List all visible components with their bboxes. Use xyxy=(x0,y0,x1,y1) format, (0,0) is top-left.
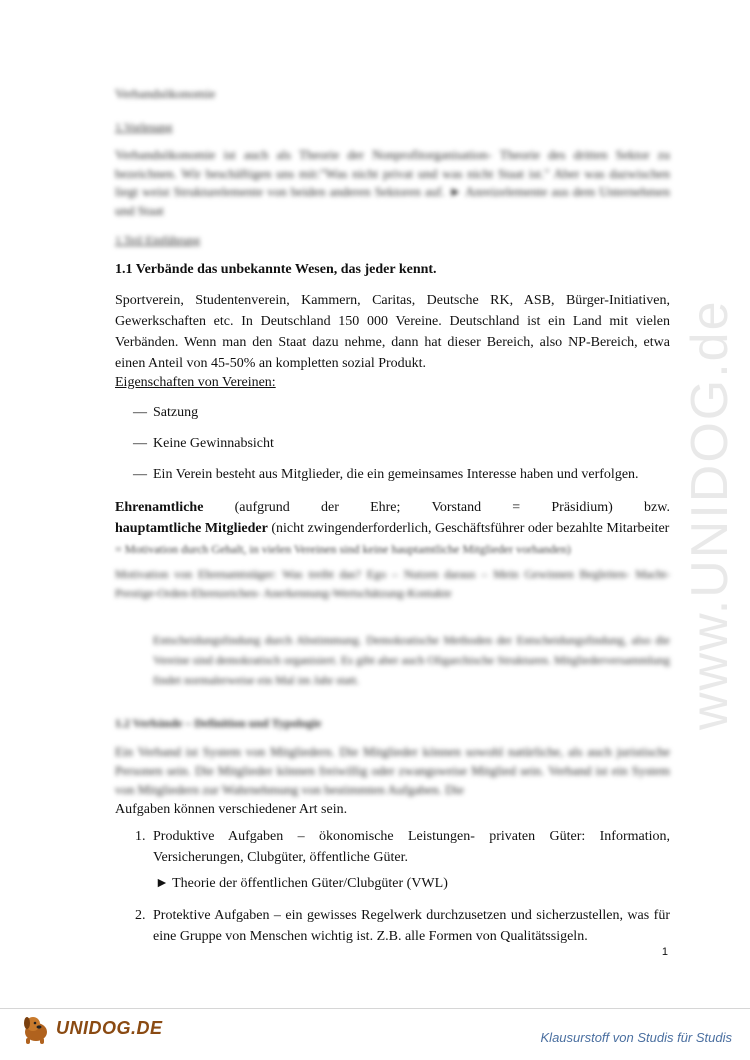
heading-definition: 1.2 Verbände – Definition und Typologie xyxy=(115,716,322,730)
dash-item: — Keine Gewinnabsicht xyxy=(133,436,274,451)
footer-tagline: Klausurstoff von Studis für Studis xyxy=(540,1030,732,1045)
dog-icon xyxy=(18,1010,54,1046)
unidog-logo[interactable] xyxy=(18,1010,163,1046)
section-title: 1.1 Verbände das unbekannte Wesen, das jeder kennt. xyxy=(115,262,437,277)
dash-item: — Ein Verein besteht aus Mitglieder, die ein gemeinsames Interesse haben und verfolgen. xyxy=(133,467,639,482)
intro-paragraph: Verbandsökonomie ist auch als Theorie der Nonprofitorganisation- Theorie des dritten Sektor zu bezeichnen. Wir beschäftigen uns mit:"Was nicht privat und was nicht Staat ist." Aber was dazwischen liegt weist Strukturelemente von beiden anderen Sektoren auf. ► Anreizelemente aus dem Unternehmen und Staat xyxy=(115,147,670,218)
list-item: 2. Protektive Aufgaben – ein gewisses Regelwerk durchzusetzen und sicherzustellen, was für eine Gruppe von Menschen wichtig ist. Z.B. alle Formen von Qualitätssigeln. xyxy=(135,908,670,944)
dash-item: — Satzung xyxy=(133,405,199,420)
logo-text: UNIDOG.DE xyxy=(56,1017,163,1038)
watermark: www.UNIDOG.de xyxy=(681,299,739,730)
entscheidung-paragraph: Entscheidungsfindung durch Abstimmung. Demokratische Methoden der Entscheidungsfindung, also die Vereine sind demokratisch organisiert. Es gibt aber auch Oligarchische Strukturen. Mitgliederversammlung findet normalerweise ein Mal im Jahr statt. xyxy=(153,633,670,687)
paragraph-definition: Ein Verband ist System von Mitgliedern. Die Mitglieder können sowohl natürliche, als auch juristische Personen sein. Die Mitglieder können freiwillig oder zwangsweise Mitglied sein. Verband ist ein System von Mitgliedern zur Wahrnehmung von bestimmten Aufgaben. Die Aufgaben können verschiedener Art sein. xyxy=(115,744,670,817)
heading-vorlesung: 1.Vorlesung xyxy=(115,120,173,134)
doc-title: Verbandsökonomie xyxy=(115,86,216,101)
paragraph-vereine: Sportverein, Studentenverein, Kammern, Caritas, Deutsche RK, ASB, Bürger-Initiativen, Gewerkschaften etc. In Deutschland 150 000 Vereine. Deutschland ist ein Land mit vielen Verbänden. Wenn man den Staat dazu nehme, dann hat dieser Bereich, also NP-Bereich, etwa einen Anteil von 45-50% an kompletten sozial Produkt. xyxy=(115,293,670,371)
motivation-paragraph: Motivation von Ehrenamtstäger: Was treibt das? Ego – Nutzen daraus – Mein Gewinnen Begleiten- Macht-Prestige-Orden-Ehrenzeichen- Anerkennung-Wertschätzung-Kontakte xyxy=(115,567,670,600)
eigenschaften-heading: Eigenschaften von Vereinen: xyxy=(115,375,276,390)
list-item: 1. Produktive Aufgaben – ökonomische Leistungen- privaten Güter: Information, Versicherungen, Clubgüter, öffentliche Güter. xyxy=(135,829,670,865)
page-number: 1 xyxy=(661,946,668,958)
heading-teil: 1.Teil Einführung xyxy=(115,233,201,247)
sub-item: ► Theorie der öffentlichen Güter/Clubgüter (VWL) xyxy=(155,876,448,891)
ehrenamt-paragraph: Ehrenamtliche (aufgrund der Ehre; Vorstand = Präsidium) bzw. hauptamtliche Mitglieder (nicht zwingenderforderlich, Geschäftsführer oder bezahlte Mitarbeiter = Motivation durch Gehalt, in vielen Vereinen sind keine hauptamtliche Mitglieder vorhanden) xyxy=(115,500,670,556)
footer-divider xyxy=(0,1008,750,1009)
